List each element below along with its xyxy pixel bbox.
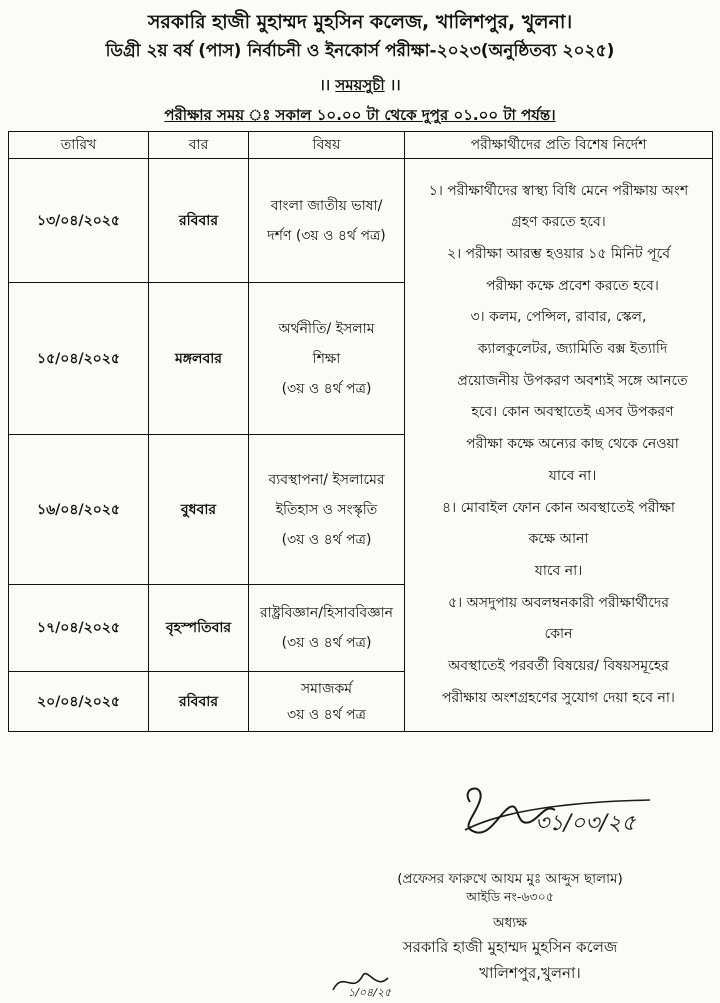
instruction-line: পরীক্ষা কক্ষে প্রবেশ করতে হবে। (486, 277, 659, 294)
exam-date: ১৭/০৪/২০২৫ (9, 585, 149, 672)
schedule-heading (0, 74, 720, 99)
exam-day: বৃহস্পতিবার (149, 585, 249, 672)
exam-subject (249, 283, 405, 435)
instruction-line: গ্রহণ করতে হবে। (511, 214, 606, 231)
instruction-line: ৪। মোবাইল ফোন কোন অবস্থাতেই পরীক্ষা (442, 499, 675, 516)
exam-day: মঙ্গলবার (149, 283, 249, 435)
signatory-id: আইডি নং-৬৩০৫ (466, 889, 554, 904)
exam-day: রবিবার (149, 672, 249, 732)
subject-line: রাষ্ট্রবিজ্ঞান/হিসাববিজ্ঞান (259, 605, 394, 621)
instruction-line: অবস্থাতেই পরবর্তী বিষয়ের/ বিষয়সমূহের (448, 658, 669, 675)
instruction-line: ১। পরীক্ষার্থীদের স্বাস্থ্য বিধি মেনে পরীক্ষায় অংশ (428, 182, 689, 199)
instruction-line: যাবে না। (548, 467, 597, 484)
exam-time: পরীক্ষার সময় ঃ সকাল ১০.০০ টা থেকে দুপুর ০১.০০ টা পর্যন্ত। (164, 106, 556, 124)
signatory-name: (প্রফেসর ফারুখে আযম মুঃ আব্দুস ছালাম) (397, 871, 623, 887)
exam-title: ডিগ্রী ২য় বর্ষ (পাস) নির্বাচনী ও ইনকোর্স পরীক্ষা-২০২৩(অনুষ্ঠিতব্য ২০২৫) (105, 41, 615, 61)
svg-text:৩১/০৩/২৫: ৩১/০৩/২৫ (535, 811, 636, 836)
table-row (9, 159, 713, 283)
subject-line: বাংলা জাতীয় ভাষা/ (270, 197, 383, 214)
instruction-line: ৫। অসদুপায় অবলম্বনকারী পরীক্ষার্থীদের (448, 594, 669, 611)
table-header-row (9, 132, 713, 159)
schedule-left-mark: ।। (319, 76, 331, 94)
exam-date: ২০/০৪/২০২৫ (9, 672, 149, 732)
subject-line: ব্যবস্থাপনা/ ইসলামের (268, 471, 385, 488)
subject-line: অর্থনীতি/ ইসলাম (278, 320, 375, 337)
college-title: সরকারি হাজী মুহাম্মদ মুহসিন কলেজ, খালিশপুর, খুলনা। (147, 11, 573, 33)
exam-subject (249, 435, 405, 585)
instruction-line: ক্যালকুলেটর, জ্যামিতি বক্স ইত্যাদি (477, 341, 668, 358)
header-subject: বিষয় (249, 132, 405, 159)
svg-text:১/০৪/২৫: ১/০৪/২৫ (348, 986, 392, 999)
instruction-line: হবে। কোন অবস্থাতেই এসব উপকরণ (471, 404, 674, 421)
exam-day: বুধবার (149, 435, 249, 585)
header-day: বার (149, 132, 249, 159)
subject-line: ইতিহাস ও সংস্কৃতি (275, 501, 378, 518)
schedule-right-mark: ।। (389, 76, 401, 94)
instruction-line: ৩। কলম, পেন্সিল, রাবার, স্কেল, (470, 309, 647, 326)
signatory-location: খালিশপুর,খুলনা। (479, 964, 581, 982)
exam-day: রবিবার (149, 159, 249, 283)
signatory-designation: অধ্যক্ষ (492, 915, 528, 931)
instruction-line: পরীক্ষা কক্ষে অন্যের কাছ থেকে নেওয়া (466, 436, 679, 453)
schedule-title: সময়সুচী (335, 76, 385, 94)
exam-subject (249, 585, 405, 672)
subject-line: সমাজকর্ম (300, 680, 353, 697)
instruction-line: যাবে না। (534, 562, 583, 579)
subject-line: (৩য় ও ৪র্থ পত্র) (281, 531, 372, 548)
subject-line: দর্শণ (৩য় ও ৪র্থ পত্র) (267, 227, 386, 244)
instructions-cell (405, 159, 713, 732)
exam-subject (249, 672, 405, 732)
exam-subject (249, 159, 405, 283)
instruction-line: প্রয়োজনীয় উপকরণ অবশ্যই সঙ্গে আনতে (457, 372, 688, 389)
exam-date: ১৩/০৪/২০২৫ (9, 159, 149, 283)
exam-date: ১৫/০৪/২০২৫ (9, 283, 149, 435)
instruction-line: ২। পরীক্ষা আরম্ভ হওয়ার ১৫ মিনিট পূর্বে (446, 245, 671, 262)
instruction-line: কক্ষে আনা (528, 531, 589, 548)
subject-line: (৩য় ও ৪র্থ পত্র) (281, 380, 372, 397)
exam-date: ১৬/০৪/২০২৫ (9, 435, 149, 585)
header-instructions: পরীক্ষার্থীদের প্রতি বিশেষ নির্দেশ (405, 132, 713, 159)
signatory-college: সরকারি হাজী মুহাম্মদ মুহসিন কলেজ (402, 938, 618, 956)
instruction-line: পরীক্ষায় অংশগ্রহণের সুযোগ দেয়া হবে না। (442, 689, 675, 706)
subject-line: ৩য় ও ৪র্থ পত্র (287, 706, 366, 723)
principal-signature (440, 782, 670, 852)
instruction-line: কোন (544, 626, 573, 643)
subject-line: (৩য় ও ৪র্থ পত্র) (281, 635, 372, 651)
subject-line: শিক্ষা (312, 350, 341, 367)
schedule-table (8, 131, 713, 732)
initial-signature (328, 960, 408, 1000)
header-date: তারিখ (9, 132, 149, 159)
